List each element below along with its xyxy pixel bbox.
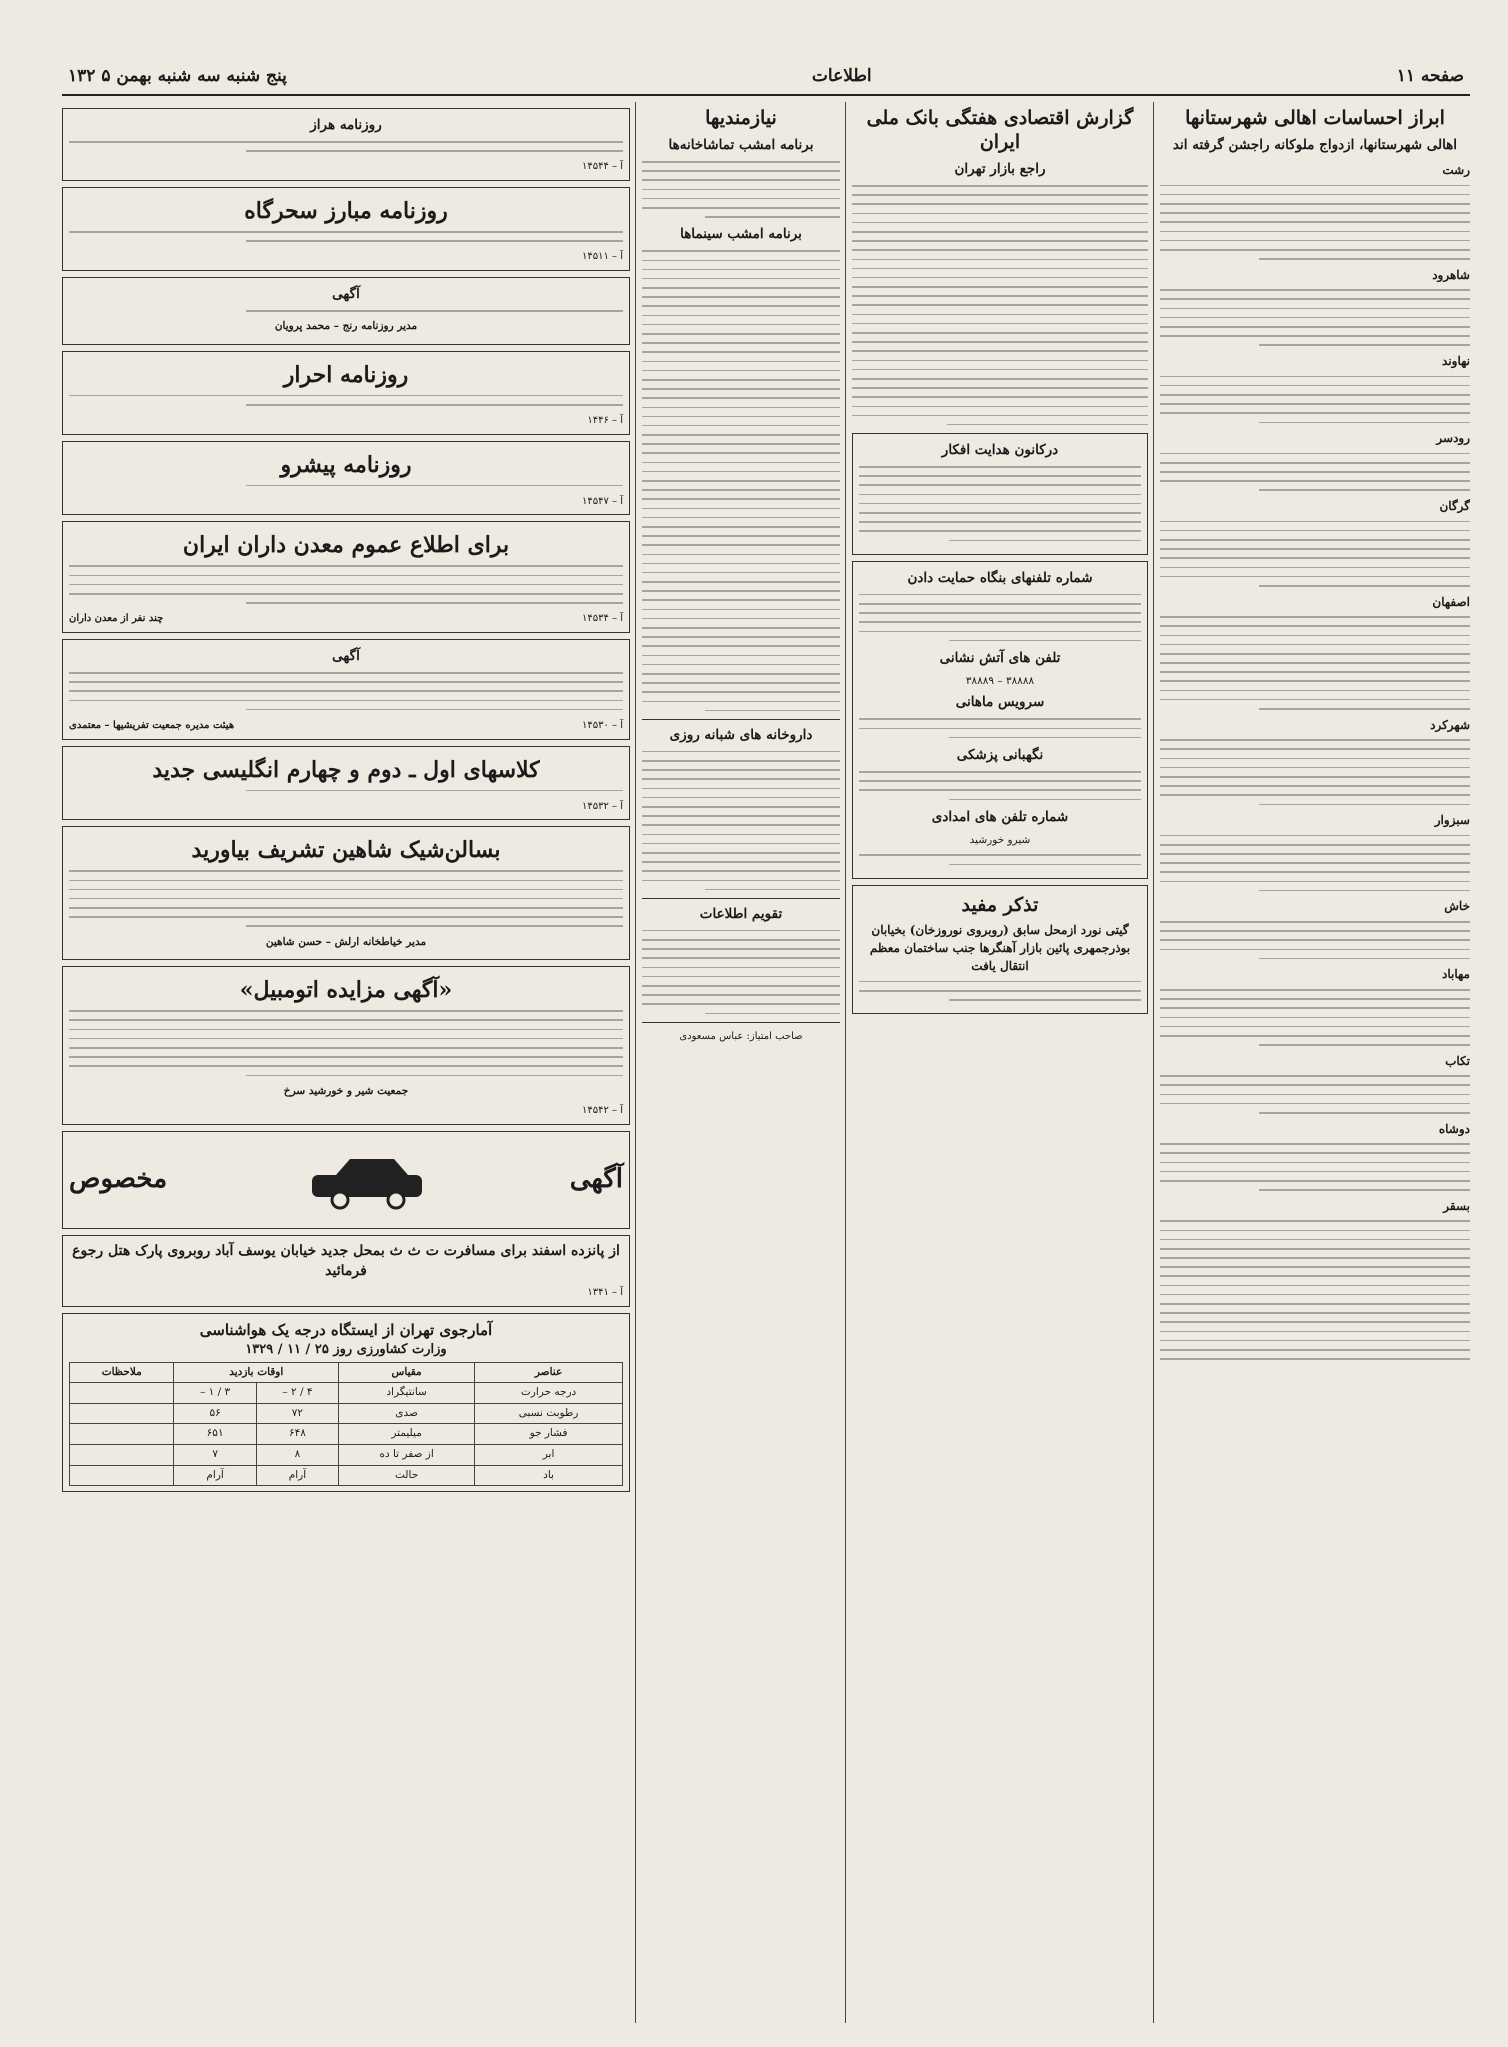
ad-code: آ – ۱۴۵۴۲ bbox=[582, 1105, 623, 1117]
city-heading: خاش bbox=[1444, 899, 1470, 914]
ad-signature: مدیر خیاطخانه ارلش – حسن شاهین bbox=[265, 935, 427, 948]
ad-title: روزنامه هراز bbox=[310, 117, 382, 133]
ad-title: «آگهی مزایده اتومبیل» bbox=[239, 977, 453, 1004]
ad-title: روزنامه مبارز سحرگاه bbox=[244, 197, 448, 224]
city-heading: دوشاه bbox=[1438, 1121, 1470, 1136]
ad-title: روزنامه احرار bbox=[283, 361, 409, 388]
ad-title: بسالن‌شیک شاهین تشریف بیاورید bbox=[191, 837, 501, 864]
theaters-subhead: برنامه امشب تماشاخانه‌ها bbox=[668, 137, 814, 153]
box-title: تلفن های آتش نشانی bbox=[939, 649, 1061, 666]
city-heading: شاهرود bbox=[1432, 267, 1470, 282]
ad-code: آ – ۱۴۵۴۷ bbox=[582, 495, 623, 507]
announcement-box bbox=[852, 433, 1148, 555]
column-classifieds bbox=[642, 102, 840, 2023]
tip-text: گیتی نورد ازمحل سابق (روبروی نوروزخان) بخیابان بوذرجمهری پائین بازار آهنگرها جنب ساختمان معظم انتقال یافت bbox=[869, 922, 1131, 973]
ad-code: آ – ۱۴۵۳۲ bbox=[582, 800, 623, 812]
calendar-subhead: تقویم اطلاعات bbox=[699, 905, 783, 922]
city-heading: نهاوند bbox=[1442, 354, 1470, 368]
column-economy bbox=[852, 102, 1148, 2023]
ad-box bbox=[62, 187, 630, 271]
box-title: درکانون هدایت افکار bbox=[941, 442, 1059, 459]
box-subtitle: شیرو خورشید bbox=[969, 833, 1031, 846]
ad-code: آ – ۱۴۵۳۰ bbox=[582, 719, 623, 731]
city-heading: شهرکرد bbox=[1430, 717, 1470, 732]
table-header: عناصر bbox=[475, 1362, 623, 1383]
city-heading: سبزوار bbox=[1434, 813, 1470, 828]
ad-box bbox=[62, 639, 630, 740]
table-row: درجه حرارت سانتیگراد ۴ / ۲ – ۳ / ۱ – bbox=[70, 1383, 623, 1404]
ad-box bbox=[62, 277, 630, 345]
ad-label: مخصوص bbox=[69, 1164, 168, 1195]
phone-box bbox=[852, 561, 1148, 879]
weather-title: آمارجوی تهران از ایستگاه درجه یک هواشناسی bbox=[199, 1320, 493, 1339]
city-heading: رشت bbox=[1442, 163, 1470, 177]
ad-signature: چند نفر از معدن داران bbox=[69, 613, 164, 625]
table-row: باد حالت آرام آرام bbox=[70, 1465, 623, 1486]
phone-numbers: ۳۸۸۸۸ – ۳۸۸۸۹ bbox=[965, 674, 1035, 687]
ad-code: آ – ۱۴۴۶ bbox=[587, 415, 623, 427]
table-header: ملاحظات bbox=[70, 1362, 174, 1383]
box-title: شماره تلفنهای بنگاه حمایت دادن bbox=[907, 569, 1093, 586]
ad-box bbox=[62, 826, 630, 960]
table-row: فشار جو میلیمتر ۶۴۸ ۶۵۱ bbox=[70, 1424, 623, 1445]
ad-title: کلاسهای اول ـ دوم و چهارم انگلیسی جدید bbox=[152, 756, 540, 783]
paper-name: اطلاعات bbox=[811, 66, 872, 86]
ad-box bbox=[62, 108, 630, 181]
ad-code: آ – ۱۳۴۱ bbox=[587, 1286, 623, 1298]
ad-box bbox=[62, 746, 630, 821]
newspaper-page bbox=[62, 58, 1470, 2023]
special-ad-box bbox=[62, 1131, 630, 1229]
ad-box bbox=[62, 521, 630, 633]
ad-code: آ – ۱۴۵۱۱ bbox=[582, 251, 623, 263]
city-heading: بسقر bbox=[1443, 1198, 1470, 1213]
table-row: ابر از صفر تا ده ۸ ۷ bbox=[70, 1445, 623, 1466]
page-number: صفحه ۱۱ bbox=[1396, 66, 1464, 86]
ad-title: آگهی bbox=[332, 648, 360, 664]
table-row: رطوبت نسبی صدی ۷۲ ۵۶ bbox=[70, 1403, 623, 1424]
provinces-subhead: اهالی شهرستانها، ازدواج ملوکانه راجشن گرفته اند bbox=[1172, 137, 1458, 153]
city-heading: مهاباد bbox=[1442, 967, 1470, 982]
publisher-line: صاحب امتیاز: عباس مسعودی bbox=[679, 1030, 803, 1042]
ad-label: آگهی bbox=[569, 1164, 623, 1195]
ad-signature: جمعیت شیر و خورشید سرخ bbox=[283, 1084, 409, 1097]
box-title: شماره تلفن های امدادی bbox=[931, 808, 1069, 825]
ad-signature: مدیر روزنامه رنج – محمد پرویان bbox=[274, 320, 418, 333]
column-provinces bbox=[1160, 102, 1470, 2023]
weather-table bbox=[69, 1362, 623, 1487]
ad-box bbox=[62, 351, 630, 435]
tip-box bbox=[852, 885, 1148, 1015]
car-logo-icon bbox=[298, 1145, 438, 1215]
box-title: تذکر مفید bbox=[961, 893, 1039, 916]
box-title: نگهبانی پزشکی bbox=[956, 747, 1044, 764]
masthead bbox=[62, 58, 1470, 96]
weather-box bbox=[62, 1313, 630, 1493]
ad-box bbox=[62, 1235, 630, 1307]
ad-code: آ – ۱۴۵۳۴ bbox=[582, 613, 623, 625]
ad-title: روزنامه پیشرو bbox=[280, 451, 412, 478]
ad-title: آگهی bbox=[332, 285, 360, 302]
ad-signature: هیئت مدیره جمعیت تفریشیها – معتمدی bbox=[69, 719, 235, 731]
city-heading: اصفهان bbox=[1432, 594, 1470, 609]
box-title: سرویس ماهانی bbox=[955, 694, 1045, 711]
ad-box bbox=[62, 441, 630, 516]
pharmacies-subhead: داروخانه های شبانه روزی bbox=[669, 726, 813, 743]
weather-subtitle: وزارت کشاورزی روز ۲۵ / ۱۱ / ۱۳۲۹ bbox=[245, 1342, 447, 1358]
date-line: پنج شنبه سه شنبه بهمن ۵ ۱۳۲ bbox=[68, 66, 287, 86]
city-heading: تکاب bbox=[1445, 1053, 1470, 1068]
ad-code: آ – ۱۴۵۴۴ bbox=[582, 161, 623, 173]
cinemas-subhead: برنامه امشب سینماها bbox=[680, 226, 802, 243]
city-heading: رودسر bbox=[1436, 431, 1470, 446]
table-header: مقیاس bbox=[339, 1362, 475, 1383]
ad-box bbox=[62, 966, 630, 1125]
economy-subhead: راجع بازار تهران bbox=[954, 161, 1046, 177]
column-ads bbox=[62, 102, 630, 2023]
ad-text: از پانزده اسفند برای مسافرت ت ث ث بمحل جدید خیابان یوسف آباد روبروی پارک هتل رجوع فرمائید bbox=[72, 1242, 620, 1279]
classifieds-headline: نیازمندیها bbox=[705, 107, 777, 129]
table-header: اوقات بازدید bbox=[174, 1362, 339, 1383]
ad-title: برای اطلاع عموم معدن داران ایران bbox=[182, 532, 510, 559]
city-heading: گرگان bbox=[1439, 499, 1470, 514]
economy-headline: گزارش اقتصادی هفتگی بانک ملی ایران bbox=[866, 107, 1134, 153]
provinces-headline: ابراز احساسات اهالی شهرستانها bbox=[1185, 107, 1445, 129]
